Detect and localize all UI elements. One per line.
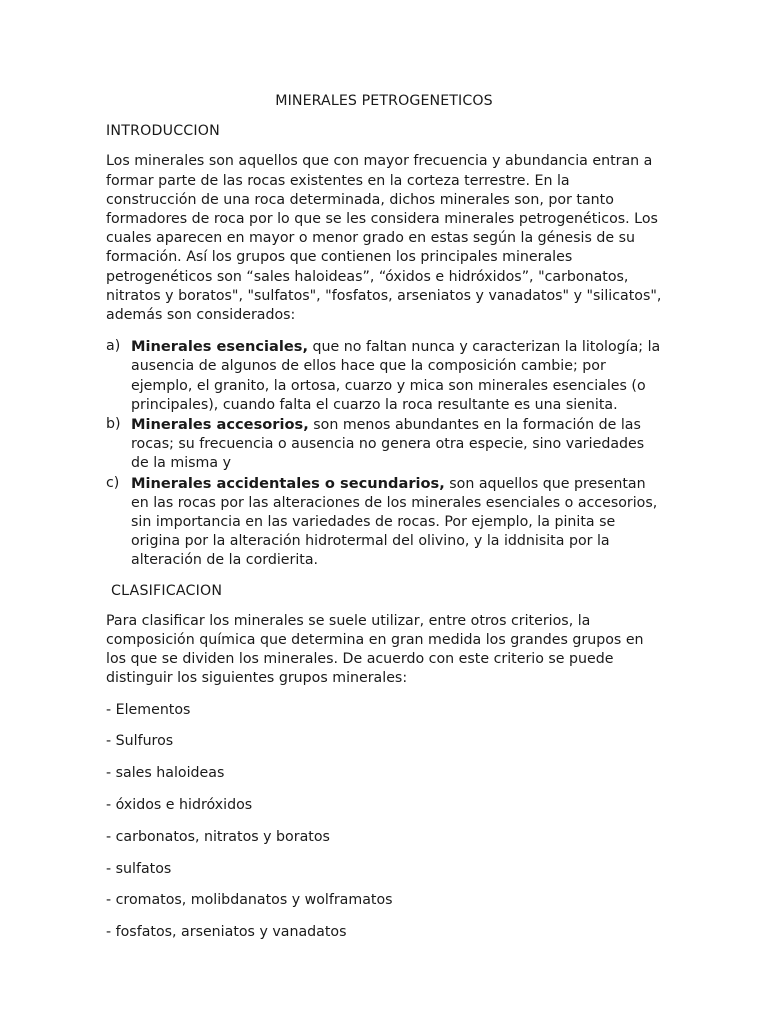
list-item-text: son menos abundantes en la formación de las rocas; su frecuencia o ausencia no genera otra especie, sino variedades de la misma y [131,417,645,472]
mineral-groups-list [106,701,662,943]
document-title: MINERALES PETROGENETICOS [275,93,493,109]
list-item: - Elementos [106,701,191,718]
list-item-term: Minerales esenciales, [131,338,309,356]
classification-paragraph: Para clasificar los minerales se suele utilizar, entre otros criterios, la composición química que determina en gran medida los grandes grupos en los que se dividen los minerales. De acuerdo con este criterio se puede distinguir los siguientes grupos minerales: [106,612,644,687]
list-item: - sulfatos [106,860,172,877]
list-item-term: Minerales accesorios, [131,416,309,434]
list-item-body [131,415,662,474]
list-item: - cromatos, molibdanatos y wolframatos [106,892,393,909]
list-item [106,415,662,474]
intro-paragraph: Los minerales son aquellos que con mayor frecuencia y abundancia entran a formar parte de las rocas existentes en la corteza terrestre. En la construcción de una roca determinada, dichos minerales son, por tanto formadores de roca por lo que se les considera minerales petrogenéticos. Los cuales aparecen en mayor o menor grado en estas según la génesis de su formación. Así los grupos que contienen los principales minerales petrogenéticos son “sales haloideas”, “óxidos e hidróxidos”, "carbonatos, nitratos y boratos", "sulfatos", "fosfatos, arseniatos y vanadatos" y "silicatos", además son considerados: [106,153,662,324]
list-marker: c) [106,474,120,491]
list-item: - óxidos e hidróxidos [106,797,253,814]
list-item-body [131,337,662,415]
list-marker: a) [106,338,121,355]
document-page [106,92,662,955]
list-item [106,474,662,571]
list-item: - carbonatos, nitratos y boratos [106,828,330,845]
list-item-text: son aquellos que presentan en las rocas por las alteraciones de los minerales esenciales o accesorios, sin importancia en las variedades de rocas. Por ejemplo, la pinita se origina por la alteración hidrotermal del olivino, y la iddnisita por la alteración de la cordierita. [131,475,658,569]
intro-heading: INTRODUCCION [106,123,220,140]
list-item: - sales haloideas [106,765,225,782]
list-item: - Sulfuros [106,733,174,750]
mineral-types-list [106,337,662,570]
classification-heading: CLASIFICACION [111,582,223,599]
list-item-text: que no faltan nunca y caracterizan la litología; la ausencia de algunos de ellos hace que la composición cambie; por ejemplo, el granito, la ortosa, cuarzo y mica son minerales esenciales (o principales), cuando falta el cuarzo la roca resultante es una sienita. [131,339,661,413]
list-item: - fosfatos, arseniatos y vanadatos [106,924,347,941]
list-item-term: Minerales accidentales o secundarios, [131,474,445,492]
list-item [106,337,662,415]
list-item-body [131,474,662,571]
list-marker: b) [106,416,121,433]
